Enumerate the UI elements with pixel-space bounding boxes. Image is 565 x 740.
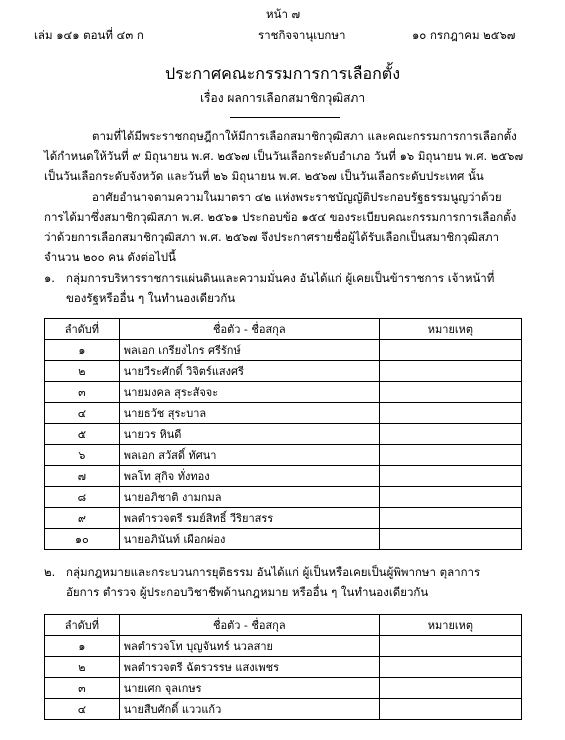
table-row xyxy=(45,699,522,720)
row-note xyxy=(379,403,521,424)
row-number: ๔ xyxy=(45,699,120,720)
row-name: พลเอก สวัสดิ์ ทัศนา xyxy=(119,445,379,466)
table-row xyxy=(45,529,522,550)
row-note xyxy=(379,487,521,508)
row-number: ๘ xyxy=(45,487,120,508)
row-name: พลเอก เกรียงไกร ศรีรักษ์ xyxy=(119,340,379,361)
paragraph-2-line-4: จำนวน ๒๐๐ คน ดังต่อไปนี้ xyxy=(44,250,176,264)
row-number: ๔ xyxy=(45,403,120,424)
paragraph-1-line-1: ตามที่ได้มีพระราชกฤษฎีกาให้มีการเลือกสมาชิกวุฒิสภา และคณะกรรมการการเลือกตั้ง xyxy=(92,129,517,143)
table-row xyxy=(45,657,522,678)
row-name: นายอภินันท์ เผือกผ่อง xyxy=(119,529,379,550)
row-note xyxy=(379,466,521,487)
row-name: นายสืบศักดิ์ แววแก้ว xyxy=(119,699,379,720)
paragraph-2-line-2: การได้มาซึ่งสมาชิกวุฒิสภา พ.ศ. ๒๕๖๑ ประกอบข้อ ๑๕๔ ของระเบียบคณะกรรมการการเลือกตั้ง xyxy=(44,210,517,224)
row-note xyxy=(379,636,521,657)
table-header-row xyxy=(45,319,522,340)
table-row xyxy=(45,382,522,403)
volume-issue: เล่ม ๑๔๑ ตอนที่ ๔๓ ก xyxy=(34,28,144,42)
row-number: ๓ xyxy=(45,678,120,699)
paragraph-1-line-3: เป็นวันเลือกระดับจังหวัด และวันที่ ๒๖ มิถุนายน พ.ศ. ๒๕๖๗ เป็นวันเลือกระดับประเทศ นั้น xyxy=(44,169,484,183)
group-1-number: ๑. xyxy=(44,271,55,285)
paragraph-2-line-3: ว่าด้วยการเลือกสมาชิกวุฒิสภา พ.ศ. ๒๕๖๗ จึงประกาศรายชื่อผู้ได้รับเลือกเป็นสมาชิกวุฒิสภา xyxy=(44,230,500,244)
group-1-title-line-2: ของรัฐหรืออื่น ๆ ในทำนองเดียวกัน xyxy=(66,291,236,305)
table-row xyxy=(45,361,522,382)
row-number: ๕ xyxy=(45,424,120,445)
column-header-number: ลำดับที่ xyxy=(45,615,120,636)
row-note xyxy=(379,508,521,529)
row-name: นายวีระศักดิ์ วิจิตร์แสงศรี xyxy=(119,361,379,382)
group-2-title-line-1: กลุ่มกฎหมายและกระบวนการยุติธรรม อันได้แก่ ผู้เป็นหรือเคยเป็นผู้พิพากษา ตุลาการ xyxy=(66,565,481,579)
group-2-title-line-2: อัยการ ตำรวจ ผู้ประกอบวิชาชีพด้านกฎหมาย หรืออื่น ๆ ในทำนองเดียวกัน xyxy=(66,585,429,599)
paragraph-1-line-2: ได้กำหนดให้วันที่ ๙ มิถุนายน พ.ศ. ๒๕๖๗ เป็นวันเลือกระดับอำเภอ วันที่ ๑๖ มิถุนายน พ.ศ. ๒๕๖๗ xyxy=(44,149,524,163)
table-row xyxy=(45,466,522,487)
title-rule xyxy=(230,117,340,118)
row-name: นายอภิชาติ งามกมล xyxy=(119,487,379,508)
column-header-note: หมายเหตุ xyxy=(379,319,521,340)
gazette-name: ราชกิจจานุเบกษา xyxy=(258,28,346,42)
row-number: ๗ xyxy=(45,466,120,487)
row-note xyxy=(379,424,521,445)
column-header-name: ชื่อตัว - ชื่อสกุล xyxy=(119,319,379,340)
column-header-note: หมายเหตุ xyxy=(379,615,521,636)
row-name: นายเศก จุลเกษร xyxy=(119,678,379,699)
page-number: หน้า ๗ xyxy=(266,7,301,21)
table-row xyxy=(45,508,522,529)
row-note xyxy=(379,361,521,382)
column-header-name: ชื่อตัว - ชื่อสกุล xyxy=(119,615,379,636)
column-header-number: ลำดับที่ xyxy=(45,319,120,340)
row-note xyxy=(379,699,521,720)
table-row xyxy=(45,678,522,699)
row-note xyxy=(379,678,521,699)
row-note xyxy=(379,657,521,678)
table-row xyxy=(45,445,522,466)
paragraph-2-line-1: อาศัยอำนาจตามความในมาตรา ๔๒ แห่งพระราชบัญญัติประกอบรัฐธรรมนูญว่าด้วย xyxy=(92,190,502,204)
group-2-number: ๒. xyxy=(44,565,56,579)
row-name: นายมงคล สุระสัจจะ xyxy=(119,382,379,403)
group-1-title-line-1: กลุ่มการบริหารราชการแผ่นดินและความมั่นคง อันได้แก่ ผู้เคยเป็นข้าราชการ เจ้าหน้าที่ xyxy=(66,271,495,285)
row-name: นายธวัช สุระบาล xyxy=(119,403,379,424)
row-note xyxy=(379,445,521,466)
row-name: พลตำรวจตรี รมย์สิทธิ์ วีริยาสรร xyxy=(119,508,379,529)
row-number: ๖ xyxy=(45,445,120,466)
row-number: ๑ xyxy=(45,636,120,657)
table-row xyxy=(45,636,522,657)
row-number: ๑ xyxy=(45,340,120,361)
table-row xyxy=(45,424,522,445)
table-row xyxy=(45,340,522,361)
group-2-table xyxy=(44,614,522,720)
row-name: พลโท สุกิจ ทั่งทอง xyxy=(119,466,379,487)
row-name: นายวร หินดี xyxy=(119,424,379,445)
table-row xyxy=(45,403,522,424)
row-number: ๙ xyxy=(45,508,120,529)
table-row xyxy=(45,487,522,508)
row-number: ๒ xyxy=(45,361,120,382)
row-name: พลตำรวจโท บุญจันทร์ นวลสาย xyxy=(119,636,379,657)
table-header-row xyxy=(45,615,522,636)
row-note xyxy=(379,382,521,403)
row-number: ๓ xyxy=(45,382,120,403)
row-note xyxy=(379,529,521,550)
row-name: พลตำรวจตรี ฉัตรวรรษ แสงเพชร xyxy=(119,657,379,678)
announcement-title: ประกาศคณะกรรมการการเลือกตั้ง xyxy=(164,64,401,83)
row-number: ๒ xyxy=(45,657,120,678)
gazette-date: ๑๐ กรกฎาคม ๒๕๖๗ xyxy=(412,28,516,42)
row-number: ๑๐ xyxy=(45,529,120,550)
announcement-subject: เรื่อง ผลการเลือกสมาชิกวุฒิสภา xyxy=(199,91,366,105)
row-note xyxy=(379,340,521,361)
group-1-table xyxy=(44,318,522,550)
